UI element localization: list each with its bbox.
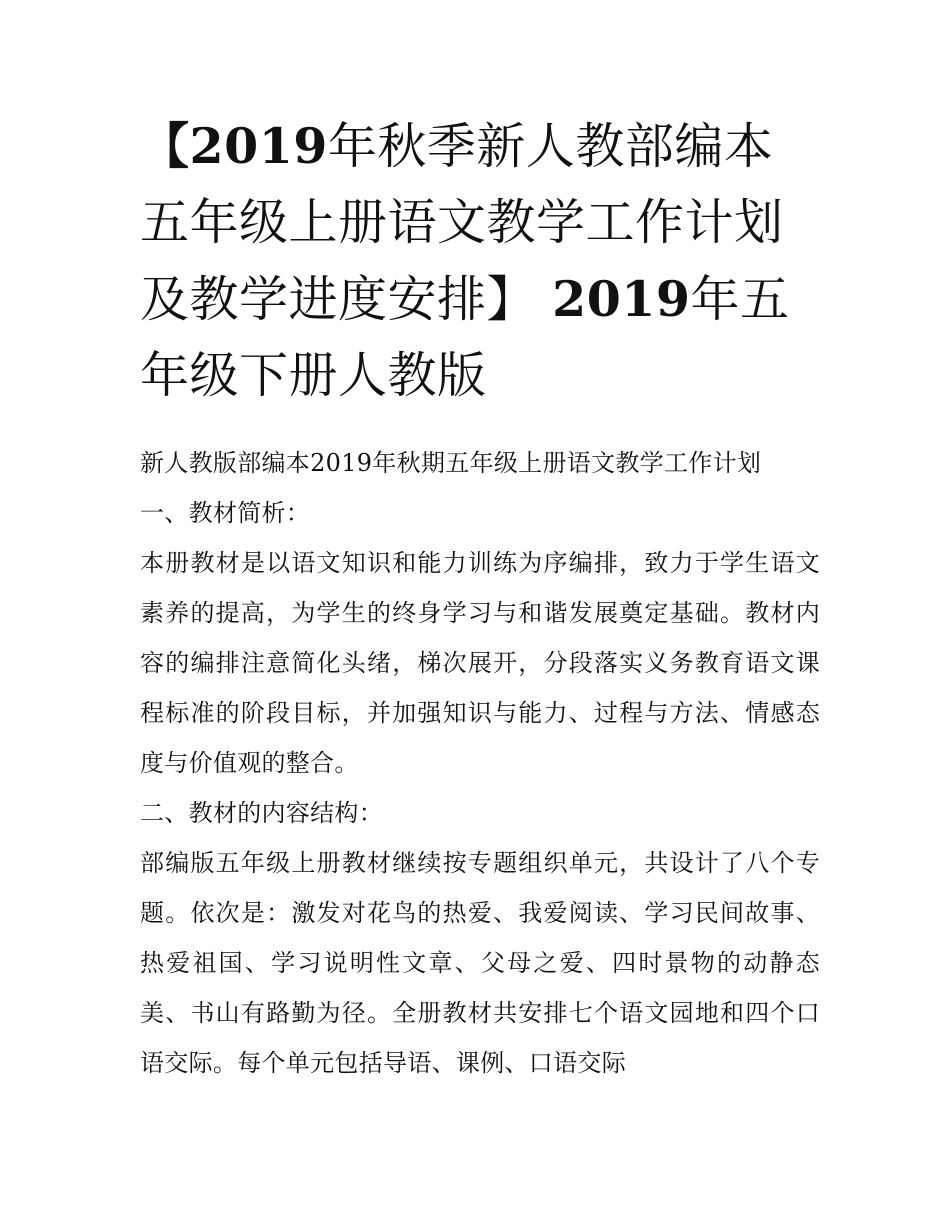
document-title [140,108,820,414]
document-subtitle: 新人教版部编本2019年秋期五年级上册语文教学工作计划 [140,449,762,477]
section-heading-content-structure: 二、教材的内容结构： [140,799,383,827]
title-main-text: 年秋季新人教部编本五年级上册语文教学工作计划及教学进度安排】 [140,118,784,328]
title-tail-text: 年五年级下册人教版 [140,271,790,404]
title-year-bracket: 【2019 [140,117,328,175]
section-heading-textbook-analysis: 一、教材简析： [140,499,311,527]
document-body [140,438,820,1088]
title-year: 2019 [552,270,691,328]
section-paragraph-textbook-analysis: 本册教材是以语文知识和能力训练为序编排，致力于学生语文素养的提高，为学生的终身学习与和谐发展奠定基础。教材内容的编排注意简化头绪，梯次展开，分段落实义务教育语文课程标准的阶段目标，并加强知识与能力、过程与方法、情感态度与价值观的整合。 [140,549,820,777]
section-paragraph-content-structure: 部编版五年级上册教材继续按专题组织单元，共设计了八个专题。依次是：激发对花鸟的热爱、我爱阅读、学习民间故事、热爱祖国、学习说明性文章、父母之爱、四时景物的动静态美、书山有路勤为径。全册教材共安排七个语文园地和四个口语交际。每个单元包括导语、课例、口语交际 [140,849,820,1077]
document-page [140,108,820,1088]
